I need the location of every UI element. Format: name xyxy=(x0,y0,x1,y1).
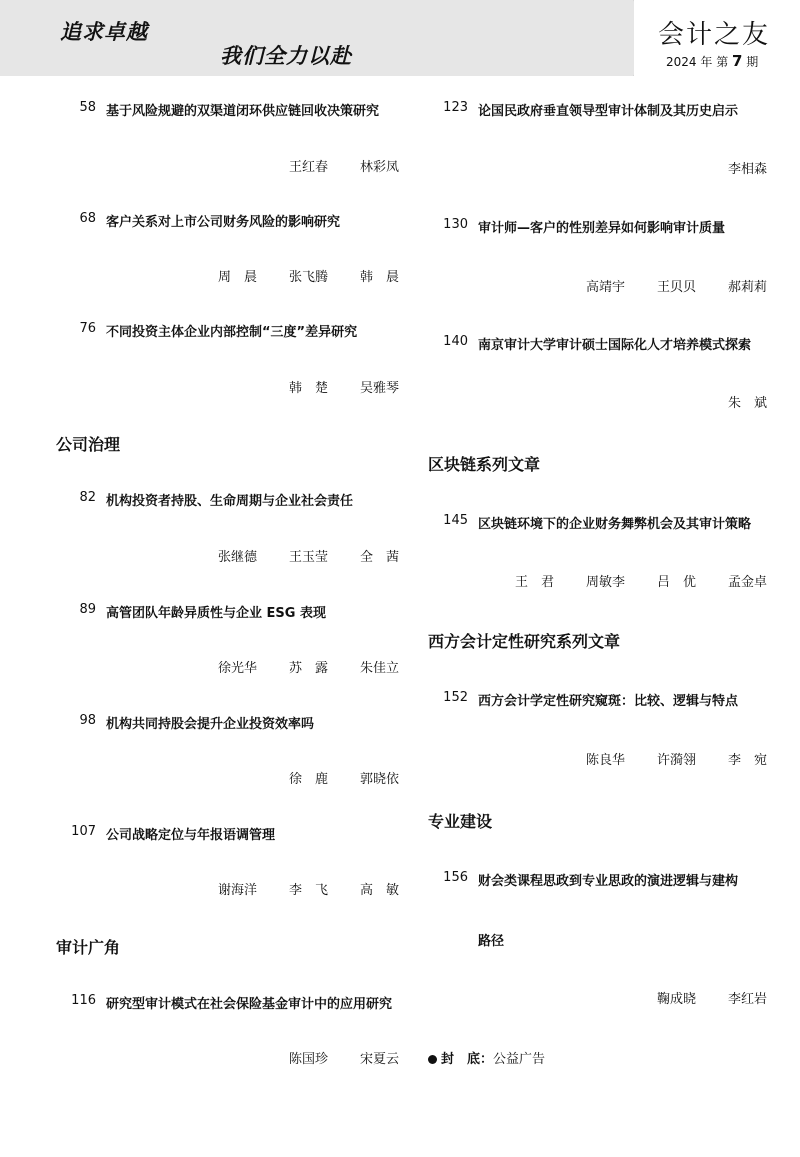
page-number: 107 xyxy=(71,824,96,839)
author: 谢海洋 xyxy=(218,883,258,898)
page-number: 140 xyxy=(443,334,468,349)
page-number: 89 xyxy=(79,602,96,617)
section-heading-qualitative-research: 西方会计定性研究系列文章 xyxy=(428,632,621,651)
slogan-line-1: 追求卓越 xyxy=(60,20,148,44)
page-number: 152 xyxy=(443,690,468,705)
article-title: 基于风险规避的双渠道闭环供应链回收决策研究 xyxy=(106,104,380,119)
article-title: 机构投资者持股、生命周期与企业社会责任 xyxy=(106,494,354,509)
issue-label: 期 xyxy=(746,55,759,69)
back-cover-label: 封 底 xyxy=(441,1052,481,1067)
author: 吴雅琴 xyxy=(360,381,400,396)
page-number: 156 xyxy=(443,870,468,885)
article-title: 不同投资主体企业内部控制“三度”差异研究 xyxy=(106,325,358,340)
author: 李红岩 xyxy=(728,992,768,1007)
author: 陈良华 xyxy=(586,753,626,768)
page-number: 116 xyxy=(71,993,96,1008)
author: 徐光华 xyxy=(218,661,258,676)
author: 许漪翎 xyxy=(657,753,697,768)
section-heading-corporate-governance: 公司治理 xyxy=(56,435,121,454)
author: 郝莉莉 xyxy=(728,280,768,295)
article-title: 论国民政府垂直领导型审计体制及其历史启示 xyxy=(478,104,739,119)
issue-year-label: 年 第 xyxy=(700,55,729,69)
author: 王 君 xyxy=(515,575,555,590)
author: 张继德 xyxy=(218,550,258,565)
article-title: 研究型审计模式在社会保险基金审计中的应用研究 xyxy=(106,997,393,1012)
page-number: 76 xyxy=(79,321,96,336)
back-cover-value: 公益广告 xyxy=(493,1052,546,1067)
page-number: 130 xyxy=(443,217,468,232)
author: 宋夏云 xyxy=(360,1052,400,1067)
page-number: 68 xyxy=(79,211,96,226)
issue-info xyxy=(666,52,758,70)
author: 林彩凤 xyxy=(360,160,400,175)
author: 朱 斌 xyxy=(728,396,768,411)
author: 韩 晨 xyxy=(360,270,400,285)
author: 王红春 xyxy=(289,160,329,175)
author: 张飞腾 xyxy=(289,270,329,285)
section-heading-professional-development: 专业建设 xyxy=(428,812,493,831)
author: 朱佳立 xyxy=(360,661,400,676)
article-title: 客户关系对上市公司财务风险的影响研究 xyxy=(106,215,341,230)
author: 李 飞 xyxy=(289,883,329,898)
author: 李相森 xyxy=(728,162,768,177)
author: 徐 鹿 xyxy=(289,772,329,787)
section-heading-audit: 审计广角 xyxy=(56,938,121,957)
author: 周 晨 xyxy=(218,270,258,285)
author: 全 茜 xyxy=(360,550,400,565)
author: 周敏李 xyxy=(586,575,626,590)
magazine-title: 会计之友 xyxy=(658,20,771,50)
page-number: 58 xyxy=(79,100,96,115)
author: 韩 楚 xyxy=(289,381,329,396)
article-title: 西方会计学定性研究窥斑：比较、逻辑与特点 xyxy=(478,694,739,709)
page-number: 123 xyxy=(443,100,468,115)
article-title: 机构共同持股会提升企业投资效率吗 xyxy=(106,717,315,732)
article-title: 南京审计大学审计硕士国际化人才培养模式探索 xyxy=(478,338,752,353)
author: 郭晓依 xyxy=(360,772,400,787)
article-title: 高管团队年龄异质性与企业 ESG 表现 xyxy=(106,606,326,621)
author: 王贝贝 xyxy=(657,280,697,295)
bullet-icon xyxy=(428,1055,437,1064)
author: 李 宛 xyxy=(728,753,768,768)
author: 王玉莹 xyxy=(289,550,329,565)
slogan-line-2: 我们全力以赴 xyxy=(220,44,352,68)
page-number: 82 xyxy=(79,490,96,505)
article-title-continued: 路径 xyxy=(478,934,505,949)
author: 鞠成晓 xyxy=(657,992,697,1007)
author: 高靖宇 xyxy=(586,280,626,295)
issue-number: 7 xyxy=(732,52,743,70)
article-title: 区块链环境下的企业财务舞弊机会及其审计策略 xyxy=(478,517,752,532)
author: 高 敏 xyxy=(360,883,400,898)
back-cover-note: 封 底：公益广告 xyxy=(428,1048,545,1067)
author: 陈国珍 xyxy=(289,1052,329,1067)
author: 吕 优 xyxy=(657,575,697,590)
article-title: 财会类课程思政到专业思政的演进逻辑与建构 xyxy=(478,874,739,889)
article-title: 审计师—客户的性别差异如何影响审计质量 xyxy=(478,221,726,236)
author: 苏 露 xyxy=(289,661,329,676)
article-title: 公司战略定位与年报语调管理 xyxy=(106,828,276,843)
page-number: 145 xyxy=(443,513,468,528)
issue-year: 2024 xyxy=(666,55,697,69)
page-number: 98 xyxy=(79,713,96,728)
author: 孟金卓 xyxy=(728,575,768,590)
section-heading-blockchain: 区块链系列文章 xyxy=(428,455,541,474)
